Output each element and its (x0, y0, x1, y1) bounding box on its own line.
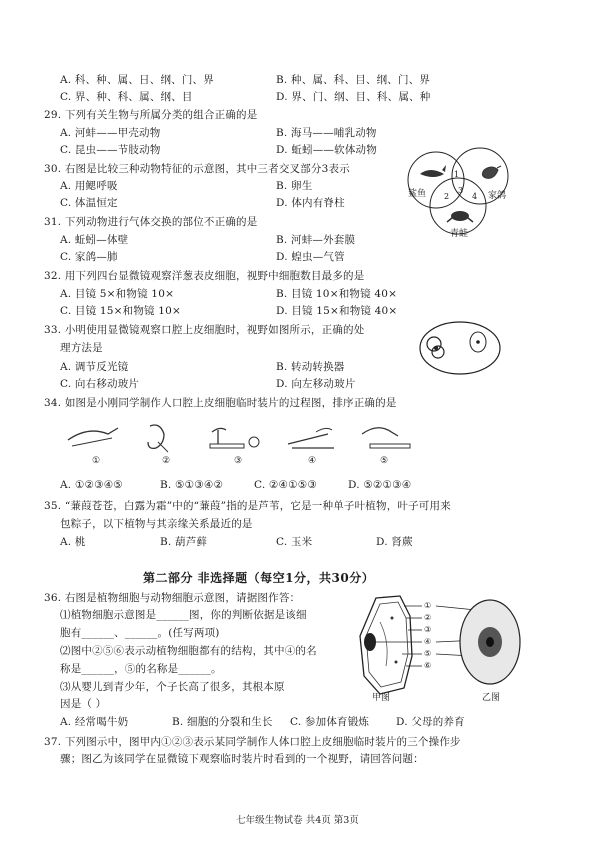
q36-line3: ⑵图中②⑤⑥表示动植物细胞都有的结构，其中④的名 (60, 645, 317, 657)
slide-procedure-figure (62, 412, 422, 470)
q29-stem: 29. 下列有关生物与所属分类的组合正确的是 (44, 109, 258, 121)
cell-label-4: ④ (424, 637, 432, 646)
q33-stem-line2: 理方法是 (60, 342, 103, 354)
q31-option-d: D. 蝗虫—气管 (276, 251, 345, 263)
q31-stem: 31. 下列动物进行气体交换的部位不正确的是 (44, 216, 258, 228)
step-label-2: ② (162, 456, 171, 466)
microscope-field-figure (418, 320, 502, 376)
q37-line2: 骤；图乙为该同学在显微镜下观察临时装片时看到的一个视野，请回答问题： (60, 753, 424, 765)
q34-option-b: B. ⑤①③④② (160, 479, 224, 491)
q28-option-c: C. 界、种、科、属、纲、目 (60, 91, 193, 103)
section2-title: 第二部分 非选择题（每空1分，共30分） (143, 571, 375, 585)
q30-option-c: C. 体温恒定 (60, 197, 118, 209)
q33-option-b: B. 转动转换器 (276, 361, 345, 373)
q33-stem-line1: 33. 小明使用显微镜观察口腔上皮细胞时，视野如图所示，正确的处 (44, 324, 365, 336)
q37-line1: 37. 下列图示中，图甲内①②③表示某同学制作人体口腔上皮细胞临时装片的三个操作步 (44, 736, 461, 748)
venn-diagram-figure (402, 146, 522, 238)
q36-line1: ⑴植物细胞示意图是______图，你的判断依据是该细 (60, 609, 307, 621)
q36-line4: 称是______，⑤的名称是______。 (60, 663, 222, 675)
q30-option-b: B. 卵生 (276, 180, 313, 192)
q29-option-d: D. 蚯蚓——软体动物 (276, 144, 377, 156)
page-footer: 七年级生物试卷 共4页 第3页 (236, 815, 359, 826)
venn-region-2: 2 (444, 192, 450, 201)
q33-option-d: D. 向左移动玻片 (276, 378, 356, 390)
q35-option-b: B. 葫芦藓 (160, 536, 208, 548)
cell-label-6: ⑥ (424, 661, 432, 670)
q34-option-c: C. ②④①⑤③ (254, 479, 318, 491)
q36-line2: 胞有______、______。(任写两项) (60, 627, 220, 639)
q29-option-a: A. 河蚌——甲壳动物 (60, 127, 161, 139)
venn-label-pigeon: 家鸽 (488, 191, 507, 201)
q36-stem: 36. 右图是植物细胞与动物细胞示意图，请据图作答： (44, 592, 301, 604)
step-label-3: ③ (234, 456, 243, 466)
q30-option-d: D. 体内有脊柱 (276, 197, 345, 209)
q35-option-d: D. 肾蕨 (376, 536, 413, 548)
step-label-4: ④ (308, 456, 317, 466)
q34-option-a: A. ①②③④⑤ (60, 479, 123, 491)
cell-label-3: ③ (424, 625, 432, 634)
q31-option-a: A. 蚯蚓—体壁 (60, 234, 129, 246)
venn-region-4: 4 (472, 192, 478, 201)
q31-option-c: C. 家鸽—肺 (60, 251, 118, 263)
step-label-1: ① (92, 456, 101, 466)
q32-option-d: D. 目镜 15×和物镜 40× (276, 305, 398, 317)
step-label-5: ⑤ (380, 456, 389, 466)
q36-option-c: C. 参加体育锻炼 (290, 716, 370, 728)
q33-option-a: A. 调节反光镜 (60, 361, 129, 373)
fig-label-jia: 甲图 (372, 693, 391, 703)
fig-label-yi: 乙图 (482, 693, 501, 703)
q36-option-a: A. 经常喝牛奶 (60, 716, 129, 728)
q35-option-c: C. 玉米 (276, 536, 313, 548)
q32-option-a: A. 目镜 5×和物镜 10× (60, 288, 175, 300)
q36-line6: 因是（ ） (60, 698, 107, 710)
venn-region-3: 3 (458, 186, 464, 195)
q32-option-b: B. 目镜 10×和物镜 40× (276, 288, 398, 300)
q36-line5: ⑶从婴儿到青少年，个子长高了很多，其根本原 (60, 681, 285, 693)
q32-stem: 32. 用下列四台显微镜观察洋葱表皮细胞，视野中细胞数目最多的是 (44, 270, 365, 282)
q35-option-a: A. 桃 (60, 536, 86, 548)
q28-option-a: A. 科、种、属、日、纲、门、界 (60, 74, 214, 86)
cell-label-2: ② (424, 613, 432, 622)
q28-option-d: D. 界、门、纲、目、科、属、种 (276, 91, 431, 103)
q36-option-d: D. 父母的养育 (396, 716, 465, 728)
q32-option-c: C. 目镜 15×和物镜 10× (60, 305, 182, 317)
q30-option-a: A. 用鳃呼吸 (60, 180, 118, 192)
q29-option-c: C. 昆虫——节肢动物 (60, 144, 161, 156)
venn-region-1: 1 (454, 170, 460, 179)
q30-stem: 30. 右图是比较三种动物特征的示意图，其中三者交叉部分3表示 (44, 163, 350, 175)
q34-option-d: D. ⑤②①③④ (348, 479, 412, 491)
q33-option-c: C. 向右移动玻片 (60, 378, 140, 390)
q35-stem-line2: 包粽子，以下植物与其亲缘关系最近的是 (60, 518, 253, 530)
q31-option-b: B. 河蚌—外套膜 (276, 234, 356, 246)
q36-option-b: B. 细胞的分裂和生长 (172, 716, 273, 728)
cell-label-5: ⑤ (424, 649, 432, 658)
cell-diagram-figure (352, 592, 528, 704)
q29-option-b: B. 海马——哺乳动物 (276, 127, 377, 139)
venn-label-shark: 鲨鱼 (408, 189, 427, 199)
venn-label-frog: 青蛙 (450, 229, 469, 239)
q35-stem-line1: 35. “蒹葭苍苍，白露为霜”中的“蒹葭”指的是芦苇，它是一种单子叶植物，叶子可用来 (44, 500, 451, 512)
q34-stem: 34. 如图是小刚同学制作人口腔上皮细胞临时装片的过程图，排序正确的是 (44, 397, 397, 409)
q28-option-b: B. 种、属、科、目、纲、门、界 (276, 74, 431, 86)
cell-label-1: ① (424, 601, 432, 610)
